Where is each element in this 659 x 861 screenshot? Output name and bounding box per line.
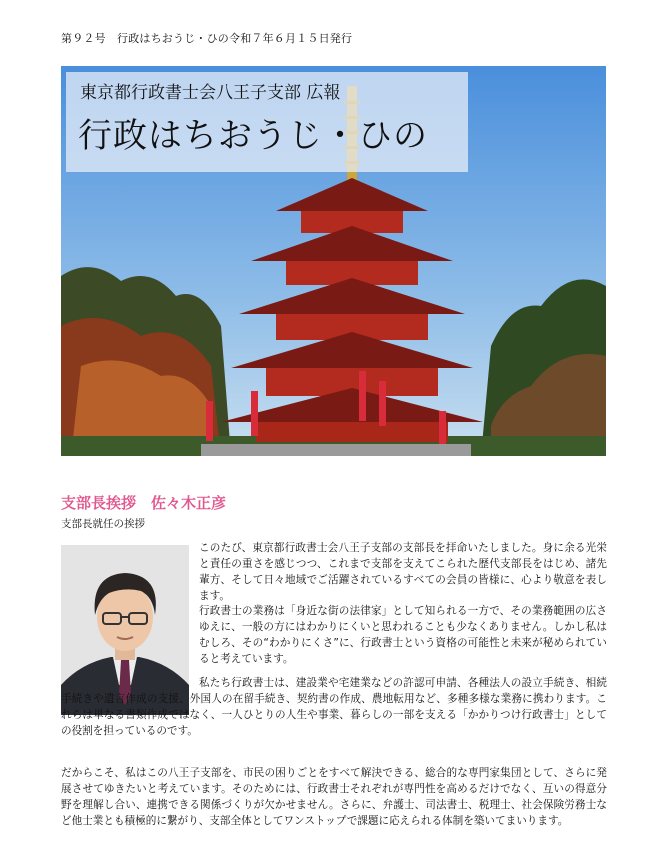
newsletter-title: 行政はちおうじ・ひの [78,116,428,156]
newsletter-subtitle: 東京都行政書士会八王子支部 広報 [80,83,341,103]
greeting-paragraph: 私たち行政書士は、建設業や宅建業などの許認可申請、各種法人の設立手続き、相続手続きや遺言作成の支援、外国人の在留手続き、契約書の作成、農地転用など、多種多様な業務に携わります。これらは単なる書類作成ではなく、一人ひとりの人生や事業、暮らしの一部を支える「かかりつけ行政書士」としての役割を担っているのです。 [61,677,607,737]
issue-line: 第９２号 行政はちおうじ・ひの令和７年６月１５日発行 [61,32,353,45]
greeting-subheading: 支部長就任の挨拶 [61,518,145,530]
greeting-paragraph: 行政書士の業務は「身近な街の法律家」として知られる一方で、その業務範囲の広さゆえに、一般の方にはわかりにくいと思われることも少なくありません。しかし私はむしろ、その“わかりにくさ”に、行政書士という資格の可能性と未来が秘められていると考えています。 [199,605,607,665]
greeting-heading: 支部長挨拶 佐々木正彦 [61,494,227,512]
greeting-paragraph: このたび、東京都行政書士会八王子支部の支部長を拝命いたしました。身に余る光栄と責任の重さを感じつつ、これまで支部を支えてこられた歴代支部長をはじめ、諸先輩方、そして日々地域でご活躍されているすべての会員の皆様に、心より敬意を表します。 [199,542,607,602]
greeting-paragraph: だからこそ、私はこの八王子支部を、市民の困りごとをすべて解決できる、総合的な専門家集団として、さらに発展させてゆきたいと考えています。そのためには、行政書士それぞれが専門性を高めるだけでなく、互いの得意分野を理解し合い、連携できる関係づくりが欠かせません。さらに、弁護士、司法書士、税理士、社会保険労務士など他士業とも積極的に繋がり、支部全体としてワンストップで課題に応えられる体制を築いてまいります。 [61,767,607,827]
